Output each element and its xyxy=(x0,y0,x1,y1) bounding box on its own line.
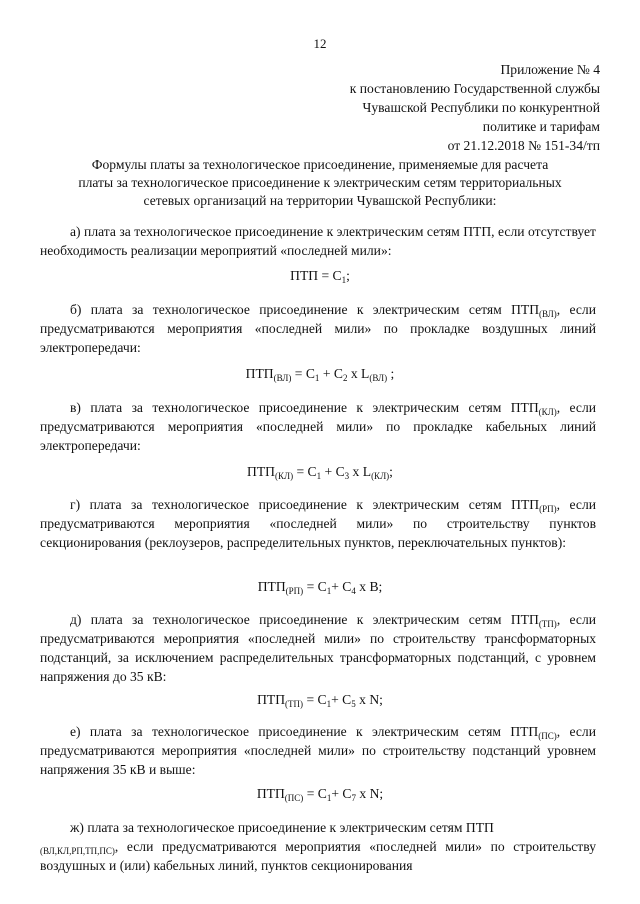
formula-subscript: (КЛ) xyxy=(371,471,390,481)
appendix-line: политике и тарифам xyxy=(482,119,600,134)
formula-text: х N; xyxy=(355,786,384,801)
appendix-block xyxy=(350,60,600,155)
formula-text: = С xyxy=(303,786,327,801)
paragraph-text: , если предусматриваются мероприятия «последней мили» по строительству пунктов секционирования (реклоузеров, распределительных пунктов, переключательных пунктов): xyxy=(40,497,597,550)
formula-subscript: 1 xyxy=(341,275,347,285)
formula-text: х L xyxy=(347,366,370,381)
paragraph-d xyxy=(40,610,596,686)
formula-subscript: (ВЛ) xyxy=(369,373,388,383)
formula-b xyxy=(0,366,640,382)
formula-text: ПТП xyxy=(257,579,286,594)
formula-text: = С xyxy=(291,366,315,381)
paragraph-text: ж) плата за технологическое присоединение к электрическим сетям ПТП xyxy=(70,820,494,835)
formula-v xyxy=(0,464,640,480)
paragraph-text: а) плата за технологическое присоединение к электрическим сетям ПТП, если отсутствует необходимость реализации мероприятий «последней мили»: xyxy=(40,224,596,258)
paragraph-text: , если предусматриваются мероприятия «последней мили» по прокладке воздушных линий электропередачи: xyxy=(40,302,596,355)
formula-subscript: 2 xyxy=(342,373,348,383)
formula-text: + С xyxy=(331,579,352,594)
paragraph-text: , если предусматриваются мероприятия «последней мили» по строительству воздушных и (или) кабельных линий, пунктов секционирования xyxy=(40,839,596,873)
paragraph-text: е) плата за технологическое присоединение к электрическим сетям ПТП xyxy=(70,724,539,739)
formula-subscript: 3 xyxy=(344,471,350,481)
formula-text: ; xyxy=(389,464,393,479)
paragraph-subscript: (ВЛ) xyxy=(539,309,557,319)
title-line: платы за технологическое присоединение к электрическим сетям территориальных xyxy=(78,175,562,190)
paragraph-subscript: (ТП) xyxy=(538,619,557,629)
formula-text: ; xyxy=(387,366,395,381)
formula-subscript: (РП) xyxy=(285,586,304,596)
paragraph-text: , если предусматриваются мероприятия «последней мили» по строительству подстанций уровнем напряжения 35 кВ и выше: xyxy=(40,724,596,777)
formula-subscript: 4 xyxy=(351,586,356,596)
paragraph-e xyxy=(40,722,596,779)
paragraph-subscript: (КЛ) xyxy=(538,407,557,417)
formula-text: = С xyxy=(303,579,327,594)
formula-subscript: 5 xyxy=(351,699,356,709)
formula-text: х L xyxy=(349,464,372,479)
title-line: Формулы платы за технологическое присоединение, применяемые для расчета xyxy=(91,157,549,172)
formula-subscript: (ВЛ) xyxy=(273,373,292,383)
formula-text: ПТП = С xyxy=(290,268,342,283)
formula-a xyxy=(0,268,640,284)
formula-text: + С xyxy=(331,692,352,707)
formula-d xyxy=(0,692,640,708)
formula-subscript: 1 xyxy=(314,373,320,383)
formula-subscript: (ТП) xyxy=(285,699,304,709)
appendix-line: Приложение № 4 xyxy=(500,62,600,77)
paragraph-v xyxy=(40,398,596,455)
formula-text: + С xyxy=(331,786,352,801)
paragraph-text: , если предусматриваются мероприятия «последней мили» по строительству трансформаторных подстанций, за исключением распределительных трансформаторных подстанций, с уровнем напряжения до 35 кВ: xyxy=(40,612,597,684)
paragraph-subscript: (ПС) xyxy=(538,731,557,741)
formula-subscript: 7 xyxy=(351,793,356,803)
formula-text: ПТП xyxy=(257,692,286,707)
formula-subscript: 1 xyxy=(326,793,332,803)
appendix-line: Чувашской Республики по конкурентной xyxy=(362,100,600,115)
paragraph-text: , если предусматриваются мероприятия «последней мили» по прокладке кабельных линий электропередачи: xyxy=(40,400,596,453)
paragraph-g xyxy=(40,495,596,552)
paragraph-text: д) плата за технологическое присоединение к электрическим сетям ПТП xyxy=(70,612,539,627)
document-title xyxy=(40,156,600,210)
formula-text: + С xyxy=(319,366,343,381)
formula-subscript: (ПС) xyxy=(284,793,304,803)
paragraph-subscript: (ВЛ,КЛ,РП,ТП,ПС) xyxy=(40,846,115,856)
paragraph-zh xyxy=(40,818,596,875)
formula-g xyxy=(0,579,640,595)
formula-text: = С xyxy=(293,464,317,479)
formula-text: ПТП xyxy=(245,366,274,381)
formula-subscript: 1 xyxy=(316,471,322,481)
formula-subscript: 1 xyxy=(326,586,332,596)
paragraph-subscript: (РП) xyxy=(539,504,557,514)
title-line: сетевых организаций на территории Чувашской Республики: xyxy=(143,193,497,208)
formula-text: ; xyxy=(346,268,350,283)
formula-text: х В; xyxy=(355,579,383,594)
paragraph-text: б) плата за технологическое присоединение к электрическим сетям ПТП xyxy=(70,302,540,317)
formula-text: + С xyxy=(321,464,345,479)
formula-e xyxy=(0,786,640,802)
page-number: 12 xyxy=(313,36,327,51)
formula-subscript: 1 xyxy=(326,699,332,709)
formula-text: ПТП xyxy=(247,464,275,479)
paragraph-text: г) плата за технологическое присоединение к электрическим сетям ПТП xyxy=(70,497,540,512)
paragraph-text: в) плата за технологическое присоединение к электрическим сетям ПТП xyxy=(70,400,539,415)
formula-subscript: (КЛ) xyxy=(274,471,294,481)
paragraph-b xyxy=(40,300,596,357)
formula-text: х N; xyxy=(355,692,383,707)
paragraph-a xyxy=(40,222,596,260)
formula-text: = С xyxy=(303,692,327,707)
appendix-line: к постановлению Государственной службы xyxy=(349,81,600,96)
formula-text: ПТП xyxy=(256,786,285,801)
appendix-line: от 21.12.2018 № 151-34/тп xyxy=(447,138,600,153)
